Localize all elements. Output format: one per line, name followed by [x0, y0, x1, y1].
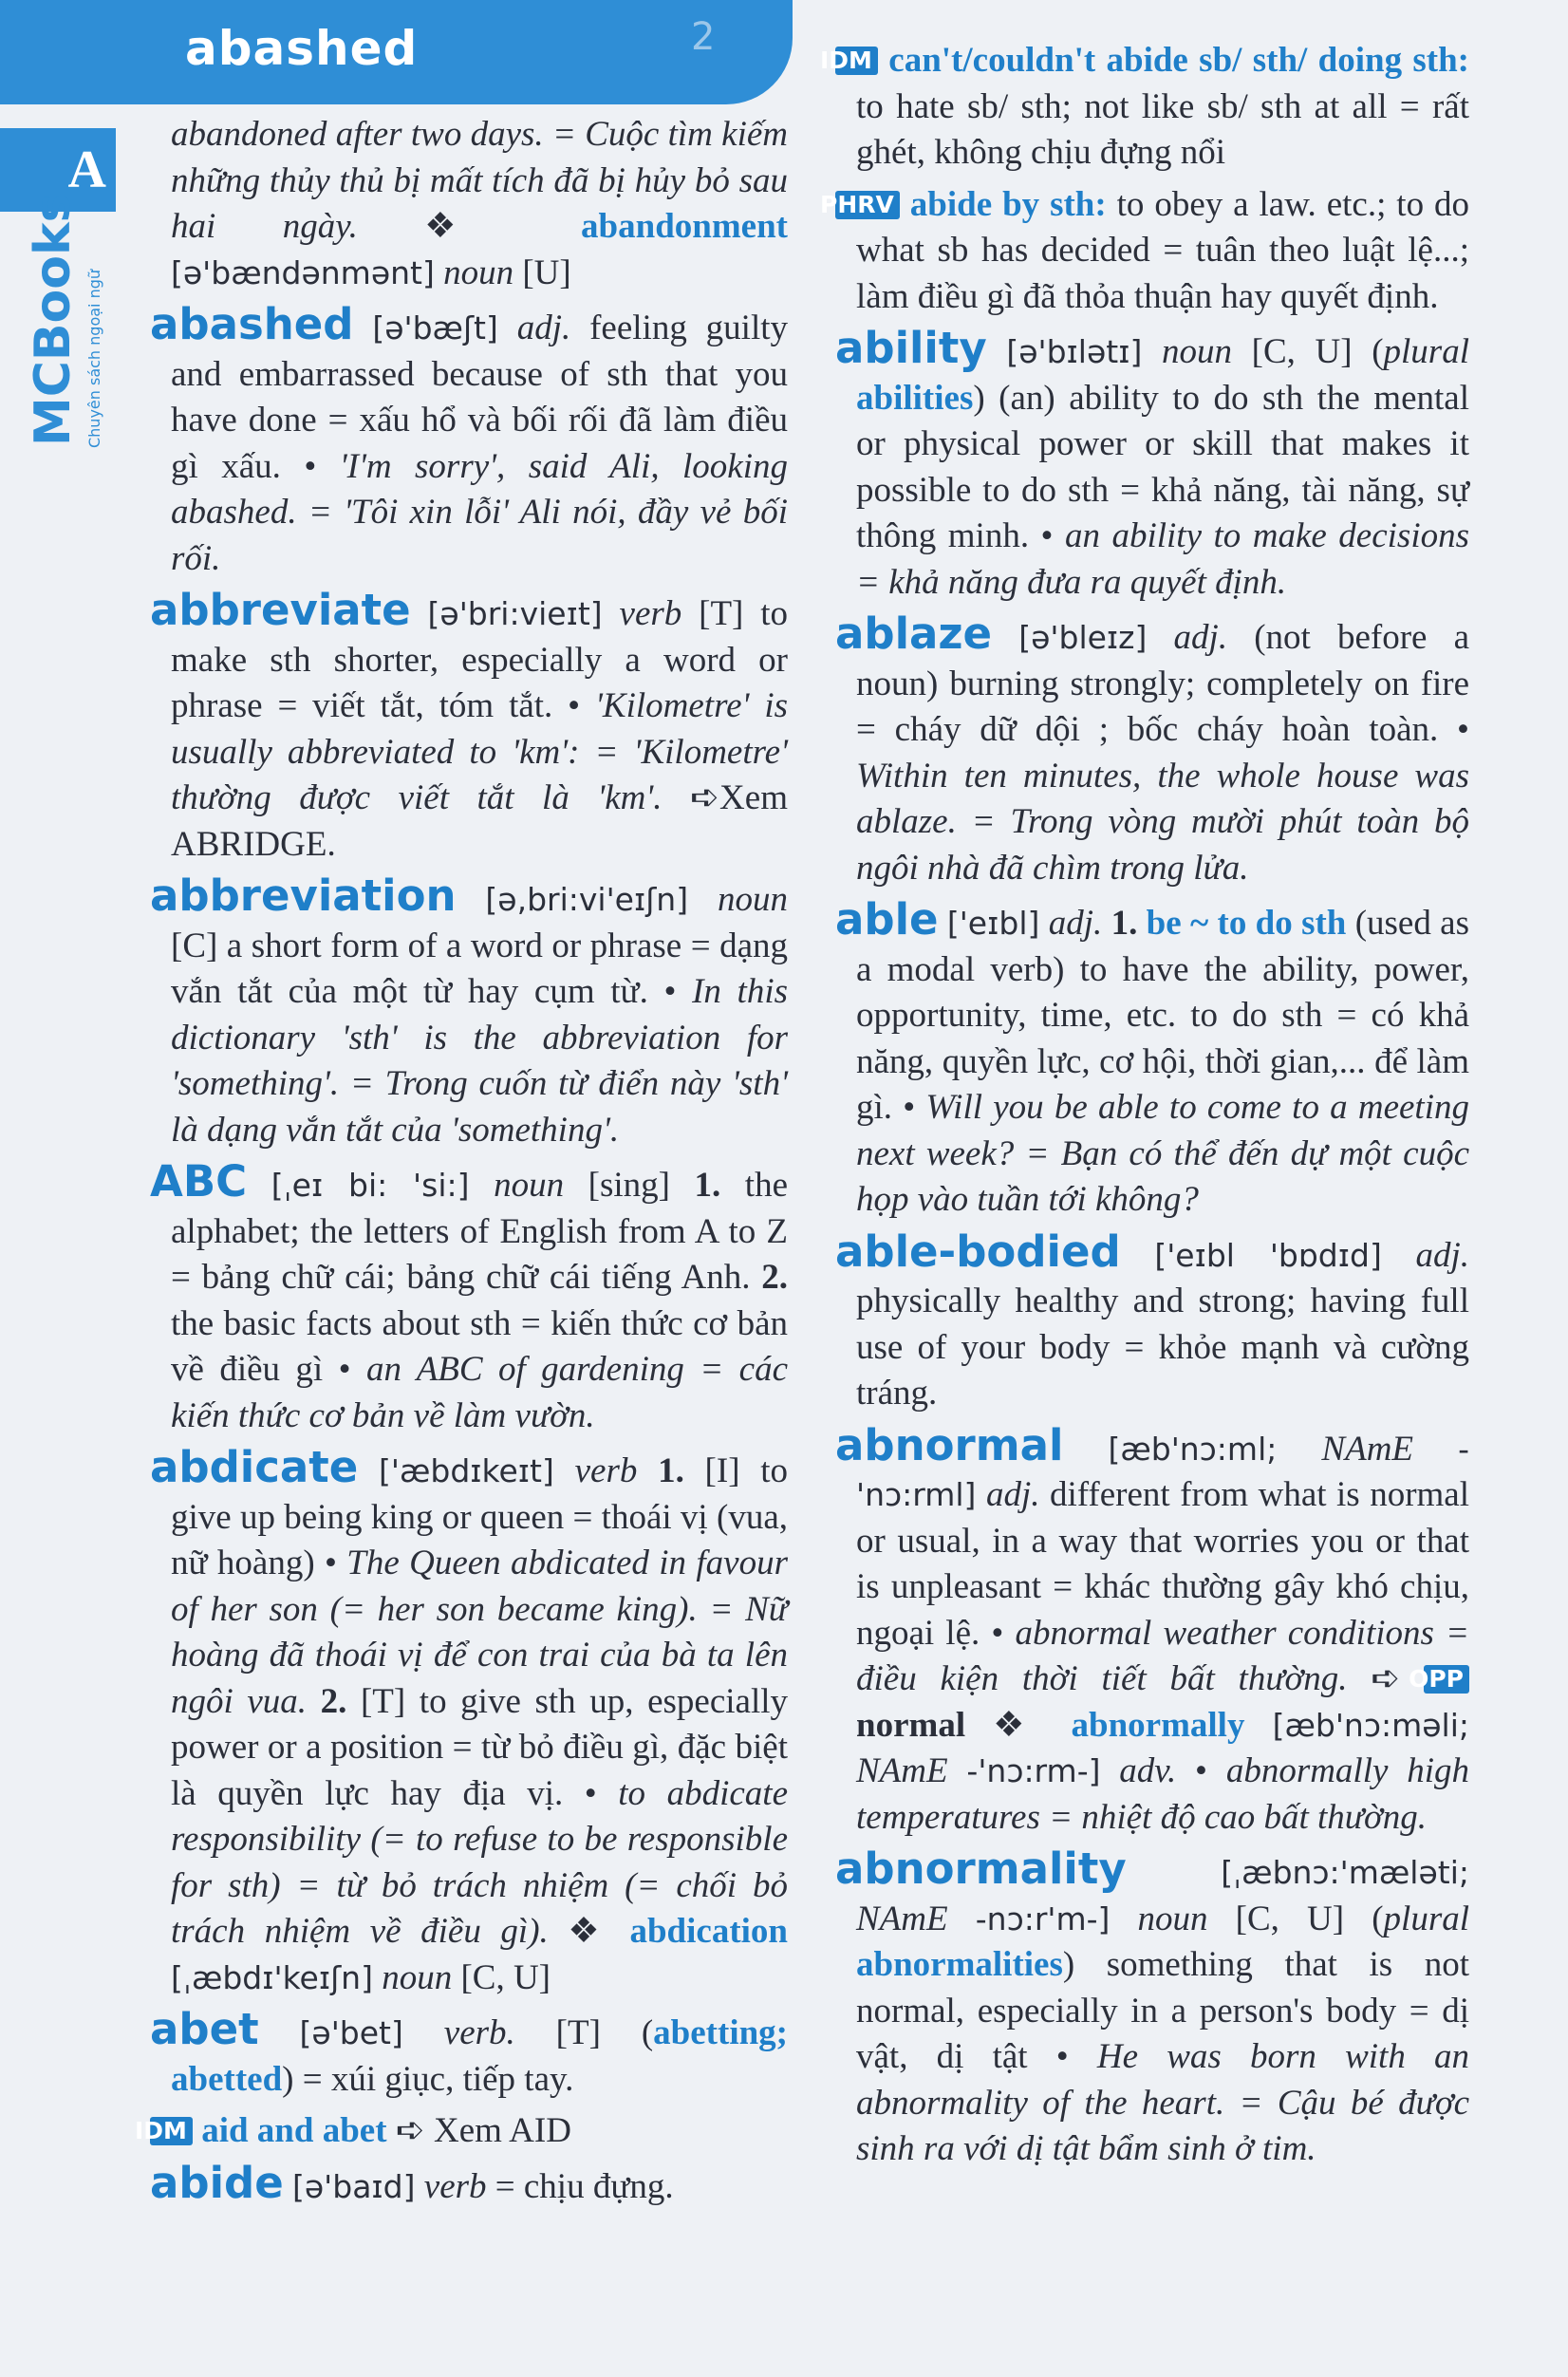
keyword: aid and abet	[201, 2111, 387, 2150]
headword: abnormality	[835, 1844, 1127, 1894]
keyword: abetting; abetted	[171, 2013, 788, 2099]
definition-text: ) something that is not normal, especially in a person's body = dị vật, dị tật •	[856, 1945, 1469, 2076]
definition-text: [sing]	[564, 1166, 695, 1205]
dictionary-entry	[835, 894, 1470, 1224]
pronunciation: -'nɔ:rm-]	[966, 1752, 1101, 1789]
example: abnormally high temperatures = nhiệt độ cao bất thường.	[856, 1751, 1469, 1837]
part-of-speech: noun	[494, 1166, 565, 1205]
example: He was born with an abnormality of the heart. = Cậu bé được sinh ra với dị tật bẩm sinh ở tim.	[856, 2037, 1469, 2168]
pronunciation: [ə'bændənmənt]	[171, 253, 435, 291]
part-of-speech: NAmE	[856, 1899, 948, 1938]
dictionary-entry	[150, 1156, 789, 1439]
example: Will you be able to come to a meeting next week? = Bạn có thể đến dự một cuộc họp vào tuần tới không?	[856, 1088, 1469, 1219]
dictionary-entry	[820, 38, 1470, 177]
example: abnormal weather conditions = điều kiện thời tiết bất thường.	[856, 1613, 1469, 1698]
part-of-speech: verb	[619, 594, 682, 633]
definition-text: physically healthy and strong; having full use of your body = khỏe mạnh và cường tráng.	[856, 1282, 1469, 1413]
definition-text: ) = xúi giục, tiếp tay.	[282, 2059, 574, 2099]
definition-text	[307, 1682, 321, 1721]
definition-text	[358, 1451, 379, 1490]
part-of-speech: adj.	[1173, 618, 1228, 657]
pronunciation: ['eɪbl]	[946, 905, 1040, 942]
definition-text: [C] a short form of a word or phrase = dạng vắn tắt của một từ hay cụm từ. •	[171, 926, 788, 1011]
brand-tagline: Chuyên sách ngoại ngữ	[85, 269, 103, 448]
definition-text	[498, 309, 517, 347]
dictionary-entry	[150, 2004, 788, 2103]
example: an ABC of gardening = các kiến thức cơ bản về làm vườn.	[171, 1350, 788, 1435]
definition-text: the alphabet; the letters of English from A to Z = bảng chữ cái; bảng chữ cái tiếng Anh.	[171, 1166, 789, 1297]
keyword: abnormally	[1071, 1705, 1245, 1745]
headword: abide	[150, 2157, 284, 2208]
pronunciation: [ə'bæʃt]	[372, 309, 498, 346]
dictionary-entry	[835, 323, 1469, 606]
pronunciation: -'nɔ:rml]	[856, 1430, 1470, 1513]
part-of-speech: adv.	[1119, 1751, 1177, 1790]
label-badge: IDM	[150, 2117, 193, 2145]
pronunciation: [ˌæbnɔ:'mæləti;	[1221, 1854, 1469, 1891]
part-of-speech: noun	[718, 880, 789, 919]
pronunciation: [ə'baɪd]	[292, 2167, 416, 2205]
definition-text: ➪ Xem AID	[386, 2111, 571, 2150]
page-number: 2	[691, 15, 716, 59]
dictionary-entry	[150, 299, 789, 582]
part-of-speech: noun	[443, 253, 514, 292]
definition-text	[1100, 1751, 1119, 1790]
example: In this dictionary 'sth' is the abbreviation for 'something'. = Trong cuốn từ điển này 'sth' là dạng vắn tắt của 'something'.	[171, 972, 788, 1150]
right-column	[820, 38, 1470, 2179]
part-of-speech: adj.	[1415, 1235, 1470, 1275]
sense-number: normal	[856, 1705, 966, 1745]
definition-text	[1277, 1430, 1321, 1469]
pronunciation: [ə'bri:vieɪt]	[427, 595, 603, 632]
definition-text	[259, 2013, 300, 2052]
dictionary-entry	[820, 182, 1470, 321]
headword: able-bodied	[835, 1226, 1121, 1277]
definition-text	[284, 2167, 292, 2206]
keyword: abilities	[856, 378, 974, 418]
keyword: abide by sth:	[909, 184, 1107, 224]
keyword: be ~ to do sth	[1146, 904, 1347, 943]
definition-text	[411, 594, 428, 633]
part-of-speech: NAmE	[1321, 1429, 1414, 1469]
definition-text	[948, 1751, 967, 1790]
definition-text: •	[1176, 1751, 1226, 1790]
definition-text: to obey a law. etc.; to do what sb has decided = tuân theo luật lệ...; làm điều gì đã thỏa thuận hay quyết định.	[856, 184, 1470, 316]
headword: abnormal	[835, 1419, 1064, 1470]
label-badge: OPP	[1424, 1665, 1469, 1694]
keyword: can't/couldn't abide sb/ sth/ doing sth:	[888, 41, 1470, 80]
definition-text	[470, 1166, 495, 1205]
definition-text: ➪	[1347, 1659, 1425, 1698]
part-of-speech: noun	[1162, 332, 1232, 371]
headword: abbreviate	[150, 585, 411, 635]
definition-text: [T] (	[514, 2013, 654, 2052]
part-of-speech: noun	[1137, 1899, 1208, 1938]
definition-text: ❖	[424, 207, 582, 246]
definition-text: [T] to make sth shorter, especially a word or phrase = viết tắt, tóm tắt. •	[171, 594, 789, 725]
part-of-speech: plural	[1383, 332, 1469, 371]
definition-text	[939, 904, 947, 943]
dictionary-entry	[150, 112, 788, 296]
definition-text: ) (an) ability to do sth the mental or physical power or skill that makes it possible to do sth = khả năng, tài năng, sự thông minh. •	[856, 378, 1469, 555]
label-badge: PHRV	[835, 191, 900, 219]
sense-number: 2.	[320, 1681, 347, 1721]
definition-text	[976, 1475, 986, 1514]
dictionary-entry	[150, 1442, 789, 2001]
dictionary-entry	[835, 1226, 1470, 1417]
definition-text	[354, 309, 373, 347]
definition-text	[987, 332, 1007, 371]
dictionary-entry	[835, 1846, 1469, 2173]
keyword: abnormalities	[856, 1945, 1063, 1984]
definition-text	[1382, 1236, 1416, 1275]
definition-text	[193, 2111, 201, 2150]
definition-text	[637, 1451, 658, 1490]
sense-number: 1.	[658, 1451, 684, 1490]
example: Within ten minutes, the whole house was ablaze. = Trong vòng mười phút toàn bộ ngôi nhà đã chìm trong lửa.	[856, 756, 1469, 888]
definition-text	[603, 594, 620, 633]
headword: abbreviation	[150, 870, 457, 921]
part-of-speech: NAmE	[856, 1751, 948, 1790]
headword: able	[835, 894, 939, 945]
dictionary-entry	[835, 608, 1470, 891]
pronunciation: ['æbdɪkeɪt]	[379, 1452, 554, 1489]
definition-text: feeling guilty and embarrassed because of sth that you have done = xấu hổ và bối rối đã làm điều gì xấu. •	[171, 309, 789, 486]
dictionary-entry	[150, 585, 789, 868]
definition-text	[247, 1166, 271, 1205]
pronunciation: [æb'nɔ:məli;	[1272, 1706, 1469, 1744]
headword: ablaze	[835, 608, 993, 659]
definition-text: ➪Xem ABRIDGE.	[171, 778, 788, 864]
definition-text	[435, 253, 443, 292]
definition-text	[1121, 1236, 1155, 1275]
part-of-speech: verb	[423, 2166, 487, 2206]
definition-text	[416, 2167, 424, 2206]
definition-text: [C, U]	[452, 1957, 551, 1997]
pronunciation: [ə'bɪlətɪ]	[1006, 333, 1143, 370]
guide-word: abashed	[185, 21, 419, 76]
definition-text	[1102, 904, 1111, 943]
definition-text: to hate sb/ sth; not like sb/ sth at all = rất ghét, không chịu đựng nổi	[856, 86, 1469, 172]
keyword: abdication	[629, 1912, 789, 1951]
definition-text	[457, 880, 486, 919]
definition-text	[1110, 1900, 1137, 1938]
pronunciation: [ˌeɪ bi: 'si:]	[271, 1167, 470, 1204]
letter-tab: A	[0, 128, 116, 212]
pronunciation: [ə'bleɪz]	[1018, 619, 1148, 656]
definition-text	[1413, 1430, 1458, 1469]
part-of-speech: noun	[382, 1957, 453, 1997]
definition-text: different from what is normal or usual, in a way that worries you or that is unpleasant = khác thường gây khó chịu, ngoại lệ. •	[856, 1475, 1470, 1653]
part-of-speech: adj.	[985, 1475, 1040, 1514]
example: The Queen abdicated in favour of her son (= her son became king). = Nữ hoàng đã thoái vị để con trai của bà ta lên ngôi vua.	[171, 1544, 788, 1721]
pronunciation: [æb'nɔ:ml;	[1108, 1430, 1278, 1468]
headword: abet	[150, 2004, 259, 2054]
definition-text: ❖	[548, 1912, 630, 1951]
definition-text: [I] to give up being king or queen = thoái vị (vua, nữ hoàng) •	[171, 1451, 789, 1582]
definition-text	[373, 1958, 382, 1997]
example: 'I'm sorry', said Ali, looking abashed. = 'Tôi xin lỗi' Ali nói, đầy vẻ bối rối.	[171, 446, 789, 578]
definition-text	[1244, 1706, 1272, 1745]
definition-text	[1063, 1430, 1108, 1469]
part-of-speech: verb.	[443, 2013, 515, 2052]
definition-text: [C, U] (	[1207, 1899, 1384, 1938]
pronunciation: [ə,bri:vi'eɪʃn]	[485, 881, 689, 918]
definition-text	[1137, 904, 1146, 943]
definition-text	[1039, 904, 1048, 943]
definition-text	[878, 41, 888, 80]
example: to abdicate responsibility (= to refuse to be responsible for sth) = từ bỏ trách nhiệm (= chối bỏ trách nhiệm về điều gì).	[171, 1773, 788, 1951]
headword: ability	[835, 323, 987, 373]
definition-text: = chịu đựng.	[486, 2166, 674, 2206]
part-of-speech: adj.	[1048, 904, 1103, 943]
pronunciation: [ə'bet]	[299, 2014, 403, 2051]
dictionary-entry	[150, 870, 789, 1153]
pronunciation: [ˌæbdɪ'keɪʃn]	[171, 1958, 373, 1996]
definition-text	[554, 1451, 575, 1490]
pronunciation: -nɔ:r'm-]	[975, 1900, 1111, 1937]
definition-text: the basic facts about sth = kiến thức cơ bản về điều gì •	[171, 1303, 788, 1389]
definition-text	[1142, 332, 1162, 371]
sense-number: 1.	[694, 1166, 721, 1205]
brand-logo: MCBooks	[25, 193, 82, 446]
definition-text	[1147, 618, 1173, 657]
example: 'Kilometre' is usually abbreviated to 'km': = 'Kilometre' thường được viết tắt là 'km'.	[171, 686, 789, 817]
definition-text	[900, 185, 910, 224]
definition-text: ❖	[965, 1705, 1072, 1745]
dictionary-entry	[150, 2157, 788, 2211]
part-of-speech: adj.	[516, 309, 571, 347]
headword: abashed	[150, 299, 354, 349]
definition-text: (used as a modal verb) to have the ability, power, opportunity, time, etc. to do sth = có khả năng, quyền lực, cơ hội, thời gian,... để làm gì. •	[856, 904, 1470, 1127]
definition-text	[992, 618, 1018, 657]
definition-text	[403, 2013, 444, 2052]
definition-text: [C, U] (	[1232, 332, 1384, 371]
example: abandoned after two days. = Cuộc tìm kiếm những thủy thủ bị mất tích đã bị hủy bỏ sau hai ngày.	[171, 115, 788, 246]
example: an ability to make decisions = khả năng đưa ra quyết định.	[856, 516, 1469, 602]
dictionary-entry	[135, 2108, 788, 2155]
definition-text: (not before a noun) burning strongly; completely on fire = cháy dữ dội ; bốc cháy hoàn toàn. •	[856, 618, 1470, 749]
part-of-speech: verb	[574, 1451, 638, 1490]
definition-text: [U]	[513, 253, 571, 292]
sense-number: 2.	[761, 1258, 788, 1297]
dictionary-entry	[835, 1419, 1470, 1842]
page-header	[0, 0, 793, 104]
label-badge: IDM	[835, 47, 878, 75]
headword: abdicate	[150, 1442, 359, 1492]
left-column	[135, 112, 789, 2216]
definition-text	[688, 880, 718, 919]
definition-text	[948, 1900, 976, 1938]
keyword: abandonment	[581, 207, 788, 246]
definition-text: [T] to give sth up, especially power or a position = từ bỏ điều gì, đặc biệt là quyền lực hay địa vị. •	[171, 1681, 788, 1813]
pronunciation: ['eɪbl 'bɒdɪd]	[1154, 1236, 1382, 1274]
headword: ABC	[150, 1156, 248, 1207]
part-of-speech: plural	[1383, 1899, 1470, 1938]
definition-text	[1127, 1853, 1222, 1892]
sense-number: 1.	[1111, 904, 1138, 943]
